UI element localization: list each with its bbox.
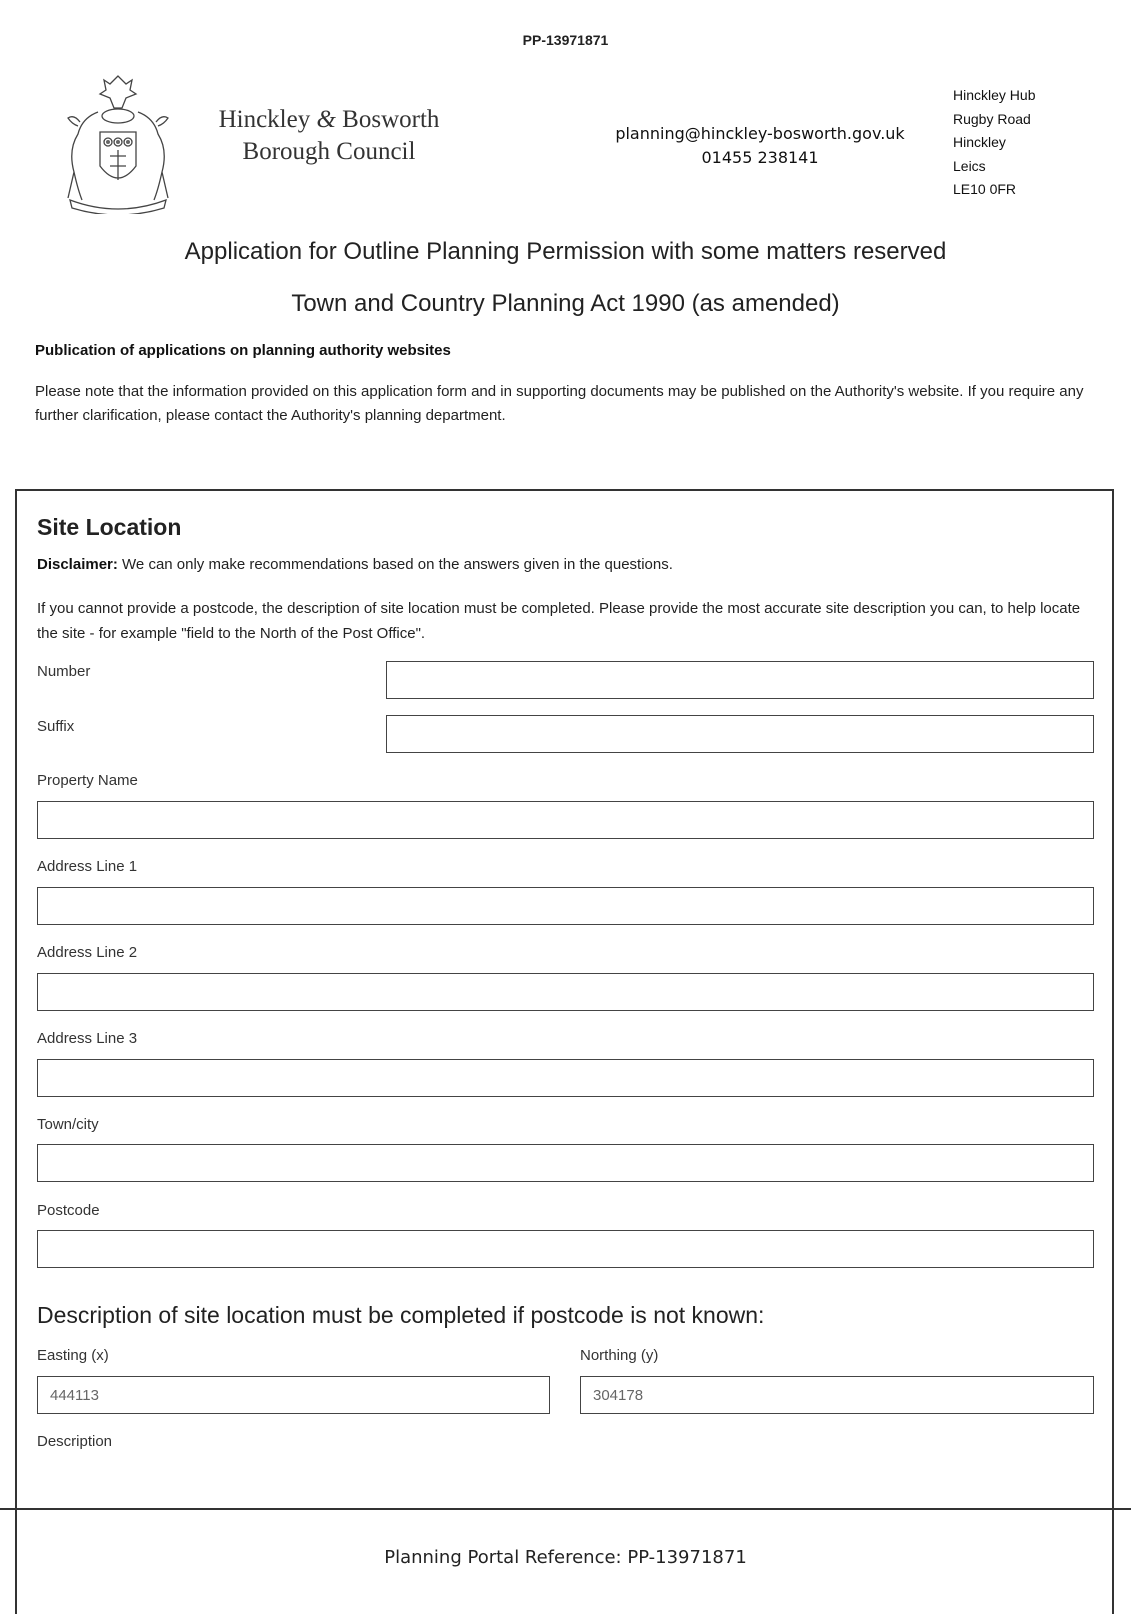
council-address [953, 84, 1035, 202]
council-contact [600, 122, 920, 170]
northing-field[interactable]: 304178 [580, 1376, 1094, 1414]
number-field[interactable] [386, 661, 1094, 699]
northing-label: Northing (y) [580, 1347, 659, 1364]
description-label: Description [37, 1433, 113, 1450]
publication-text: Please note that the information provided on this application form and in supporting documents may be published on the Authority's website. If you require any further clarification, please contact the Authority's planning department. [35, 383, 1084, 424]
council-email[interactable]: planning@hinckley-bosworth.gov.uk [615, 124, 905, 143]
disclaimer: Disclaimer: We can only make recommendations based on the answers given in the questions. [37, 556, 673, 573]
reference-number: PP-13971871 [522, 32, 609, 48]
property-name-label: Property Name [37, 772, 138, 789]
help-text: If you cannot provide a postcode, the description of site location must be completed. Please provide the most accurate site description you can, to help locate the site - for example "field to the North of the Post Office". [37, 600, 1081, 642]
publication-heading: Publication of applications on planning authority websites [35, 342, 451, 359]
postcode-label: Postcode [37, 1202, 100, 1219]
address-line-3-label: Address Line 3 [37, 1030, 138, 1047]
postcode-field[interactable] [37, 1230, 1094, 1268]
address-line-2-label: Address Line 2 [37, 944, 138, 961]
town-label: Town/city [37, 1116, 99, 1133]
council-name: Hinckley & Bosworth Borough Council [218, 106, 440, 165]
footer-reference: Planning Portal Reference: PP-13971871 [384, 1547, 747, 1568]
number-label: Number [37, 663, 91, 680]
address-line: Hinckley Hub [953, 87, 1036, 103]
address-line: Leics [953, 157, 986, 174]
council-phone: 01455 238141 [701, 148, 819, 167]
address-line-1-label: Address Line 1 [37, 858, 138, 875]
address-line: LE10 0FR [953, 181, 1017, 197]
address-line-3-field[interactable] [37, 1059, 1094, 1097]
easting-field[interactable]: 444113 [37, 1376, 550, 1414]
description-heading: Description of site location must be completed if postcode is not known: [37, 1302, 765, 1328]
town-field[interactable] [37, 1144, 1094, 1182]
address-line: Hinckley [953, 134, 1006, 150]
act-title: Town and Country Planning Act 1990 (as amended) [291, 290, 840, 317]
council-crest-icon [60, 72, 176, 214]
site-location-section [15, 489, 1114, 1614]
easting-label: Easting (x) [37, 1347, 109, 1364]
address-line-1-field[interactable] [37, 887, 1094, 925]
property-name-field[interactable] [37, 801, 1094, 839]
application-title: Application for Outline Planning Permission with some matters reserved [184, 238, 947, 265]
address-line-2-field[interactable] [37, 973, 1094, 1011]
section-title: Site Location [37, 514, 182, 540]
suffix-label: Suffix [37, 718, 75, 735]
footer-divider [0, 1508, 1131, 1510]
address-line: Rugby Road [953, 110, 1031, 127]
suffix-field[interactable] [386, 715, 1094, 753]
